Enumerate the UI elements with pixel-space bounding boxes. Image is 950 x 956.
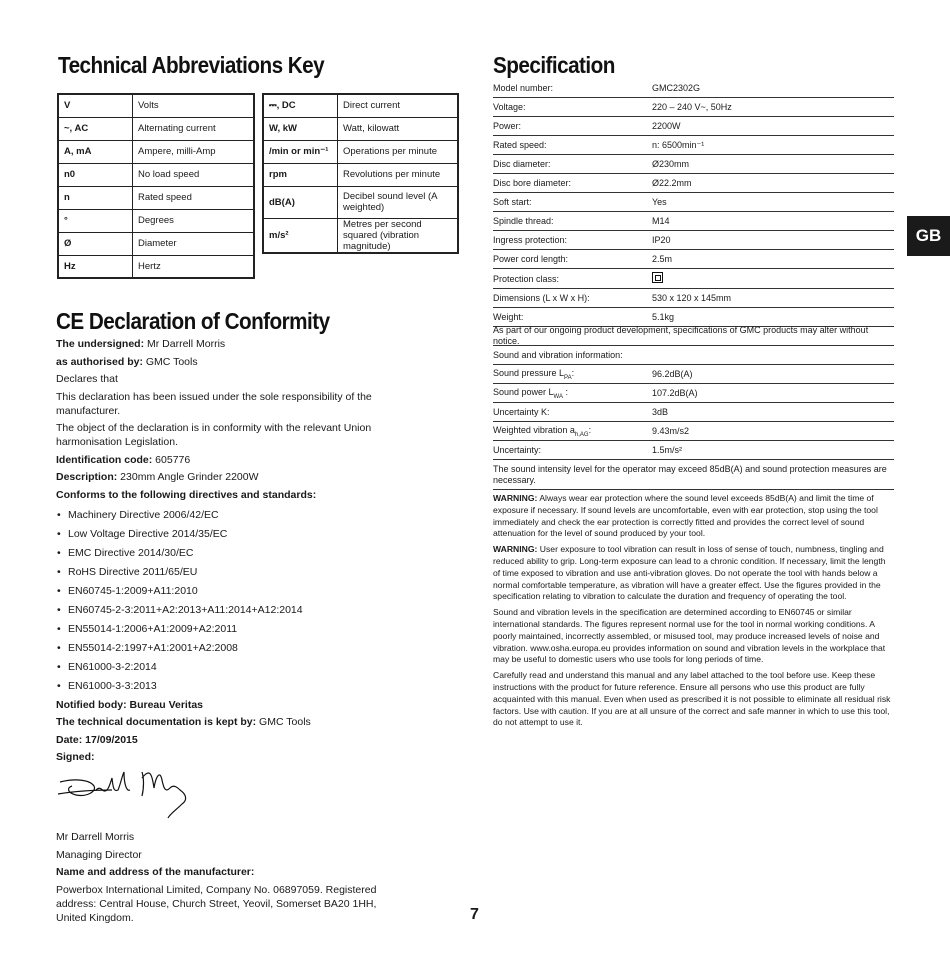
spec-value: Yes <box>652 197 667 207</box>
abbreviation-row <box>263 140 458 163</box>
directive-item: • EMC Directive 2014/30/EC <box>57 546 194 559</box>
abbreviation-key: ~, AC <box>58 117 133 140</box>
spec-value: GMC2302G <box>652 83 701 93</box>
warning-vibration: WARNING: User exposure to tool vibration can result in loss of sense of touch, numbness, tingling and reduced ability to grip. Long-term exposure can lead to a chronic condition. If necessary, limit the length of time exposed to vibration and use anti-vibration gloves. Do not operate the tool with hands below a normal comfortable temperature, as vibration will have a greater effect. Use the figures provided in the specification relating to vibration to calculate the duration and frequency of operating the tool. <box>493 544 886 602</box>
bullet-icon: • <box>57 622 61 635</box>
abbreviation-row <box>263 163 458 186</box>
directives-list <box>56 508 436 693</box>
signatory-role: Managing Director <box>56 848 142 861</box>
abbreviation-key: /min or min⁻¹ <box>263 140 338 163</box>
spec-row <box>493 231 894 250</box>
identification-line: Identification code: 605776 <box>56 453 191 466</box>
signed-label: Signed: <box>56 751 95 763</box>
bullet-icon: • <box>57 527 61 540</box>
spec-value: Ø22.2mm <box>652 178 692 188</box>
abbreviation-key: A, mA <box>58 140 133 163</box>
bullet-icon: • <box>57 679 61 692</box>
abbreviation-meaning: Diameter <box>133 232 255 255</box>
spec-row-uncertainty: Uncertainty: 1.5m/s² <box>493 441 894 460</box>
spec-label: Protection class: <box>493 273 560 284</box>
spec-row <box>493 98 894 117</box>
spec-row-sound-pressure: Sound pressure $L_{PA}$: 96.2dB(A) <box>493 365 894 384</box>
spec-label: Power cord length: <box>493 254 569 264</box>
spec-row-sound-power: Sound power $L_{WA}$ : 107.2dB(A) <box>493 384 894 403</box>
conforms-heading: Conforms to the following directives and standards: <box>56 488 317 501</box>
abbreviation-row <box>58 209 254 232</box>
spec-row <box>493 136 894 155</box>
abbreviation-row <box>263 94 458 117</box>
spec-row <box>493 155 894 174</box>
abbreviation-row <box>263 218 458 253</box>
spec-value: 5.1kg <box>652 312 675 322</box>
abbreviation-row <box>263 186 458 218</box>
spec-note: As part of our ongoing product development, specifications of GMC products may alter without notice. <box>493 327 894 346</box>
warning-ear-protection: WARNING: Always wear ear protection where the sound level exceeds 85dB(A) and limit the time of exposure if necessary. If sound levels are uncomfortable, even with ear protection, stop using the tool immediately and check the ear protection is correctly fitted and provides the correct level of sound attenuation for the level of sound produced by your tool. <box>493 493 878 539</box>
spec-value: IP20 <box>652 235 671 245</box>
sound-vibration-header: Sound and vibration information: <box>493 346 894 365</box>
authorised-line: as authorised by: GMC Tools <box>56 355 198 368</box>
spec-value <box>652 272 894 285</box>
abbreviation-key: m/s² <box>263 218 338 253</box>
bullet-icon: • <box>57 584 61 597</box>
abbreviation-row <box>58 232 254 255</box>
manufacturer-address: Powerbox International Limited, Company No. 06897059. Registered address: Central House, Church Street, Yeovil, Somerset BA20 1HH, United Kingdom. <box>56 883 377 924</box>
directive-item: • EN61000-3-3:2013 <box>57 679 157 692</box>
spec-label: Dimensions (L x W x H): <box>493 293 590 303</box>
bullet-icon: • <box>57 508 61 521</box>
spec-value: 2200W <box>652 121 681 131</box>
abbreviation-row <box>58 94 254 117</box>
abbreviations-table-right <box>262 93 459 254</box>
abbreviation-meaning: Metres per second squared (vibration magnitude) <box>343 218 422 252</box>
sound-intensity-note: The sound intensity level for the operator may exceed 85dB(A) and sound protection measures are necessary. <box>493 460 894 490</box>
spec-label: Weight: <box>493 312 524 322</box>
abbreviations-table-left <box>57 93 255 279</box>
directive-item: • Machinery Directive 2006/42/EC <box>57 508 219 521</box>
language-tab-gb: GB <box>907 216 950 256</box>
abbreviation-row <box>58 186 254 209</box>
abbreviation-meaning: Rated speed <box>133 186 255 209</box>
spec-label: Voltage: <box>493 102 526 112</box>
abbreviation-key: V <box>58 94 133 117</box>
abbreviation-key: Hz <box>58 255 133 278</box>
abbreviation-row <box>58 163 254 186</box>
bullet-icon: • <box>57 546 61 559</box>
abbreviation-key: ° <box>58 209 133 232</box>
spec-row <box>493 117 894 136</box>
directive-item: • EN60745-2-3:2011+A2:2013+A11:2014+A12:2014 <box>57 603 303 616</box>
notified-body: Notified body: Bureau Veritas <box>56 698 204 711</box>
warnings-section <box>493 493 895 733</box>
page-number: 7 <box>470 906 479 923</box>
abbreviations-title: Technical Abbreviations Key <box>58 52 325 78</box>
spec-label: Disc diameter: <box>493 159 551 169</box>
abbreviation-meaning: Direct current <box>338 94 459 117</box>
spec-row <box>493 193 894 212</box>
spec-value: Ø230mm <box>652 159 690 169</box>
bullet-icon: • <box>57 660 61 673</box>
spec-value: 2.5m <box>652 254 673 264</box>
abbreviation-key: n <box>58 186 133 209</box>
techdoc-line: The technical documentation is kept by: GMC Tools <box>56 716 311 728</box>
signatory-name: Mr Darrell Morris <box>56 831 135 843</box>
spec-value: 530 x 120 x 145mm <box>652 293 732 303</box>
sound-vibration-standards: Sound and vibration levels in the specification are determined according to EN60745 or similar international standards. The figures represent normal use for the tool in normal working conditions. A poorly maintained, incorrectly assembled, or misused tool, may produce increased levels of noise and vibration. www.osha.europa.eu provides information on sound and vibration levels in the workplace that may be useful to domestic users who use tools for long periods of time. <box>493 607 886 665</box>
spec-value: M14 <box>652 216 670 226</box>
directive-item: • EN55014-1:2006+A1:2009+A2:2011 <box>57 622 238 635</box>
spec-row <box>493 289 894 308</box>
spec-value: 220 – 240 V~, 50Hz <box>652 102 732 112</box>
spec-row-weighted-vibration: Weighted vibration $a_{h,AG}$: 9.43m/s2 <box>493 422 894 441</box>
abbreviation-row <box>58 140 254 163</box>
spec-row <box>493 269 894 289</box>
bullet-icon: • <box>57 603 61 616</box>
directive-item: • Low Voltage Directive 2014/35/EC <box>57 527 228 540</box>
abbreviation-key: ⎓, DC <box>263 94 338 117</box>
signature-image <box>56 766 196 820</box>
specification-title: Specification <box>493 52 615 78</box>
spec-label: Ingress protection: <box>493 235 568 245</box>
date-line: Date: 17/09/2015 <box>56 733 138 746</box>
spec-row <box>493 212 894 231</box>
abbreviation-meaning: Revolutions per minute <box>338 163 459 186</box>
spec-row <box>493 250 894 269</box>
abbreviation-row <box>58 255 254 278</box>
spec-label: Model number: <box>493 83 554 93</box>
spec-label: Rated speed: <box>493 140 547 150</box>
declares-line: Declares that <box>56 373 118 385</box>
directive-item: • EN60745-1:2009+A11:2010 <box>57 584 198 597</box>
directive-item: • EN61000-3-2:2014 <box>57 660 157 673</box>
sole-responsibility-line: This declaration has been issued under the sole responsibility of the manufacturer. <box>56 390 372 417</box>
abbreviation-meaning: Hertz <box>138 260 161 272</box>
abbreviation-meaning: Alternating current <box>133 117 255 140</box>
undersigned-line: The undersigned: Mr Darrell Morris <box>56 338 226 350</box>
abbreviation-meaning: Decibel sound level (A weighted) <box>338 186 459 218</box>
abbreviation-meaning: Operations per minute <box>338 140 459 163</box>
abbreviation-meaning: Ampere, milli-Amp <box>133 140 255 163</box>
directive-item: • RoHS Directive 2011/65/EU <box>57 565 198 578</box>
spec-row-uncertainty-k: Uncertainty K: 3dB <box>493 403 894 422</box>
spec-label: Power: <box>493 121 522 131</box>
description-line: Description: 230mm Angle Grinder 2200W <box>56 471 259 483</box>
abbreviation-key: W, kW <box>263 117 338 140</box>
object-line: The object of the declaration is in conformity with the relevant Union harmonisation Legislation. <box>56 422 372 448</box>
directive-item: • EN55014-2:1997+A1:2001+A2:2008 <box>57 641 238 654</box>
bullet-icon: • <box>57 641 61 654</box>
abbreviation-key: rpm <box>263 163 338 186</box>
ce-declaration <box>56 337 436 928</box>
bullet-icon: • <box>57 565 61 578</box>
spec-value: n: 6500min⁻¹ <box>652 139 705 150</box>
abbreviation-meaning: Degrees <box>133 209 255 232</box>
specification-table <box>493 79 894 490</box>
spec-label: Soft start: <box>493 197 532 207</box>
abbreviation-meaning: Watt, kilowatt <box>338 117 459 140</box>
spec-row <box>493 174 894 193</box>
read-manual-note: Carefully read and understand this manual and any label attached to the tool before use. Keep these instructions with the product for future reference. Ensure all persons who use this product are fully acquainted with this manual. Even when used as prescribed it is not possible to eliminate all residual risk factors. Use with caution. If you are at all unsure of the correct and safe manner in which to use this tool, do not attempt to use it. <box>493 670 891 728</box>
abbreviation-key: n0 <box>58 163 133 186</box>
abbreviation-row <box>263 117 458 140</box>
spec-label: Spindle thread: <box>493 216 554 226</box>
spec-row <box>493 79 894 98</box>
ce-title: CE Declaration of Conformity <box>56 308 330 334</box>
spec-label: Disc bore diameter: <box>493 178 572 188</box>
abbreviation-key: Ø <box>58 232 133 255</box>
class-ii-double-insulation-icon <box>652 272 663 283</box>
abbreviation-meaning: Volts <box>133 94 255 117</box>
abbreviation-meaning: No load speed <box>133 163 255 186</box>
abbreviation-key: dB(A) <box>263 186 338 218</box>
manufacturer-heading: Name and address of the manufacturer: <box>56 866 255 878</box>
abbreviation-row <box>58 117 254 140</box>
